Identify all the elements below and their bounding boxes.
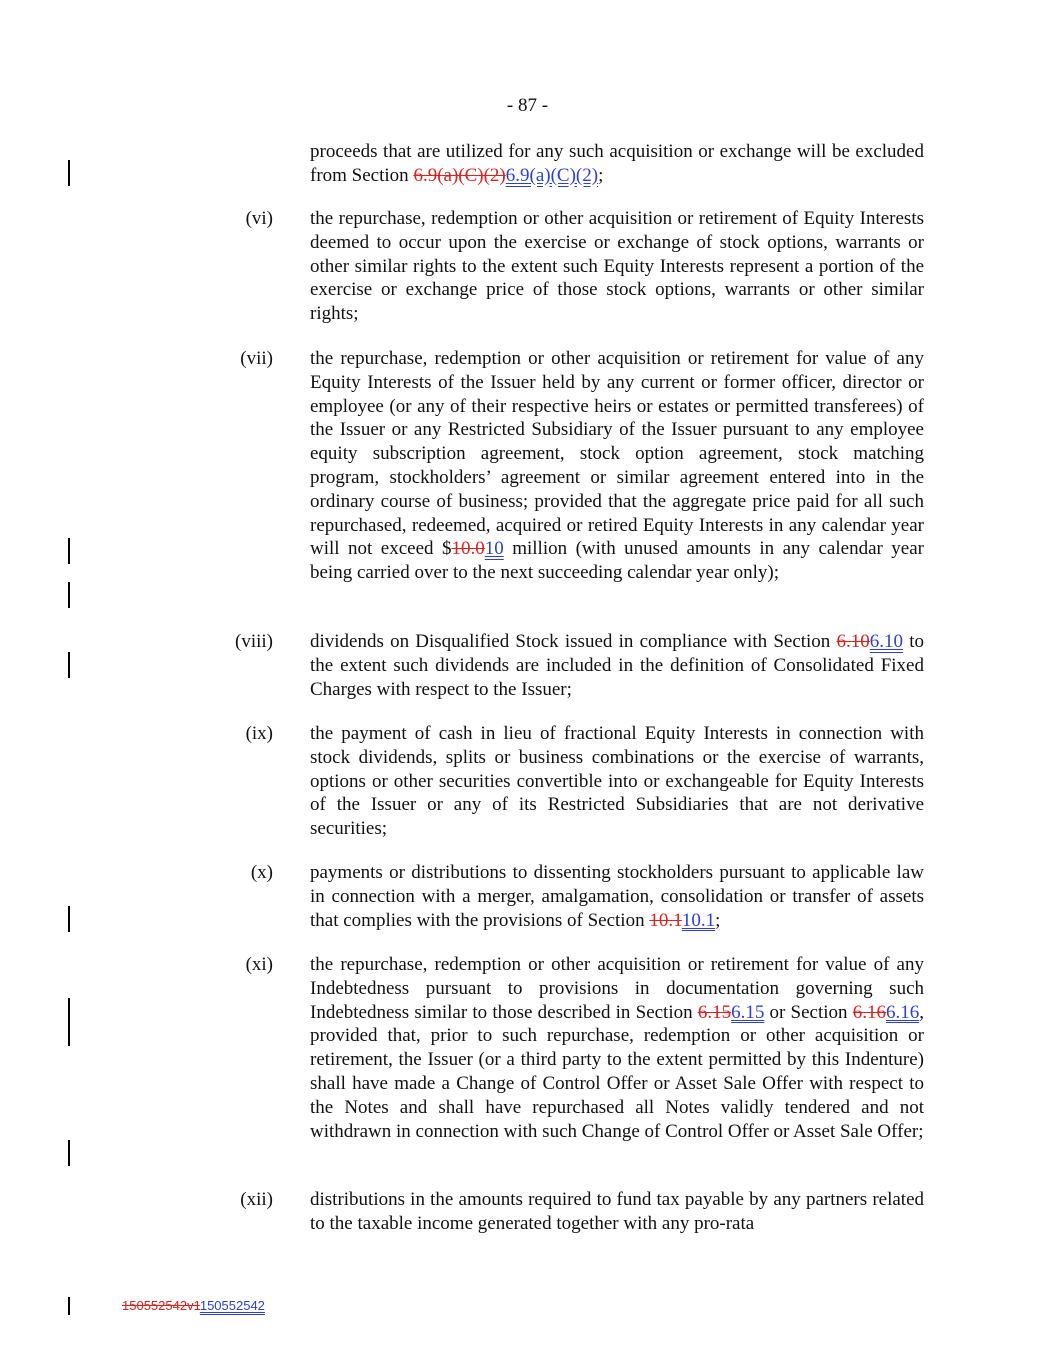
inserted-text: 6.9(a)(C)(2) [505,164,599,186]
paragraph-text: payments or distributions to dissenting stockholders pursuant to applicable law in connection with a merger, amalgamation, consolidation or transfer of assets that complies with the provisions of Section [310,862,924,931]
document-id-footer [122,1298,265,1313]
paragraph-viii [310,630,924,701]
deleted-text: 10.0 [451,538,485,560]
paragraph-x [310,861,924,932]
item-label-xi: (xi) [245,954,273,975]
paragraph-vi: the repurchase, redemption or other acquisition or retirement of Equity Interests deemed to occur upon the exercise or exchange of stock options, warrants or other similar rights to the extent such Equity Interests represent a portion of the exercise or exchange price of those stock options, warrants or other similar rights; [310,208,924,325]
paragraph-text: or Section [764,1001,853,1023]
item-label-xii: (xii) [240,1189,273,1210]
paragraph-text: ; [715,909,721,931]
inserted-text: 10.1 [681,909,716,931]
item-label-viii: (viii) [235,631,273,652]
change-bar [68,998,70,1046]
paragraph-text: proceeds that are utilized for any such acquisition or exchange will be excluded from Section [310,141,924,186]
paragraph-text: to the extent such dividends are included in the definition of Consolidated Fixed Charges with respect to the Issuer; [310,631,924,700]
inserted-doc-id: 150552542 [199,1298,265,1313]
paragraph-xi [310,953,924,1143]
change-bar [68,906,70,932]
change-bar [68,652,70,678]
paragraph-text: the repurchase, redemption or other acquisition or retirement for value of any Equity Interests of the Issuer held by any current or former officer, director or employee (or any of their respective heirs or estates or permitted transferees) of the Issuer or any Restricted Subsidiary of the Issuer pursuant to any employee equity subscription agreement, stock option agreement, stock matching program, stockholders’ agreement or similar agreement entered into in the ordinary course of business; provided that the aggregate price paid for all such repurchased, redeemed, acquired or retired Equity Interests in any calendar year will not exceed $ [310,348,924,560]
paragraph-v-continued [310,140,924,188]
paragraph-xii: distributions in the amounts required to fund tax payable by any partners related to the taxable income generated together with any pro-rata [310,1189,924,1234]
change-bar [68,538,70,564]
change-bar [68,1140,70,1166]
deleted-text: 10.1 [649,909,682,931]
change-bar [68,160,70,186]
item-label-x: (x) [250,862,273,883]
paragraph-vii [310,347,924,585]
paragraph-text: million (with unused amounts in any calendar year being carried over to the next succeeding calendar year only); [310,538,924,584]
deleted-doc-id: 150552542v1 [122,1298,200,1313]
paragraph-text: the repurchase, redemption or other acquisition or retirement for value of any Indebtedness pursuant to provisions in documentation governing such Indebtedness similar to those described in Section [310,954,924,1023]
deleted-text: 6.15 [697,1001,732,1023]
inserted-text: 6.16 [886,1001,920,1023]
deleted-text: 6.16 [852,1001,886,1023]
inserted-text: 6.10 [869,631,904,652]
inserted-text: 6.15 [731,1001,765,1023]
change-bar [68,582,70,608]
change-bar [68,1297,70,1315]
inserted-text: 10 [484,538,504,560]
item-label-vii: (vii) [240,348,273,369]
deleted-text: 6.9(a)(C)(2) [413,164,506,186]
page-number: - 87 - [506,95,549,116]
deleted-text: 6.10 [836,631,870,652]
paragraph-text: dividends on Disqualified Stock issued in compliance with Section [310,631,837,652]
paragraph-text: ; [598,164,604,186]
item-label-ix: (ix) [245,723,273,744]
paragraph-text: , provided that, prior to such repurchase, redemption or other acquisition or retirement, the Issuer (or a third party to the extent permitted by this Indenture) shall have made a Change of Control Offer or Asset Sale Offer with respect to the Notes and shall have repurchased all Notes validly tendered and not withdrawn in connection with such Change of Control Offer or Asset Sale Offer; [310,1001,924,1142]
paragraph-ix: the payment of cash in lieu of fractional Equity Interests in connection with stock dividends, splits or business combinations or the exercise of warrants, options or other securities convertible into or exchangeable for Equity Interests of the Issuer or any of its Restricted Subsidiaries that are not derivative securities; [310,723,924,840]
item-label-vi: (vi) [245,208,273,229]
